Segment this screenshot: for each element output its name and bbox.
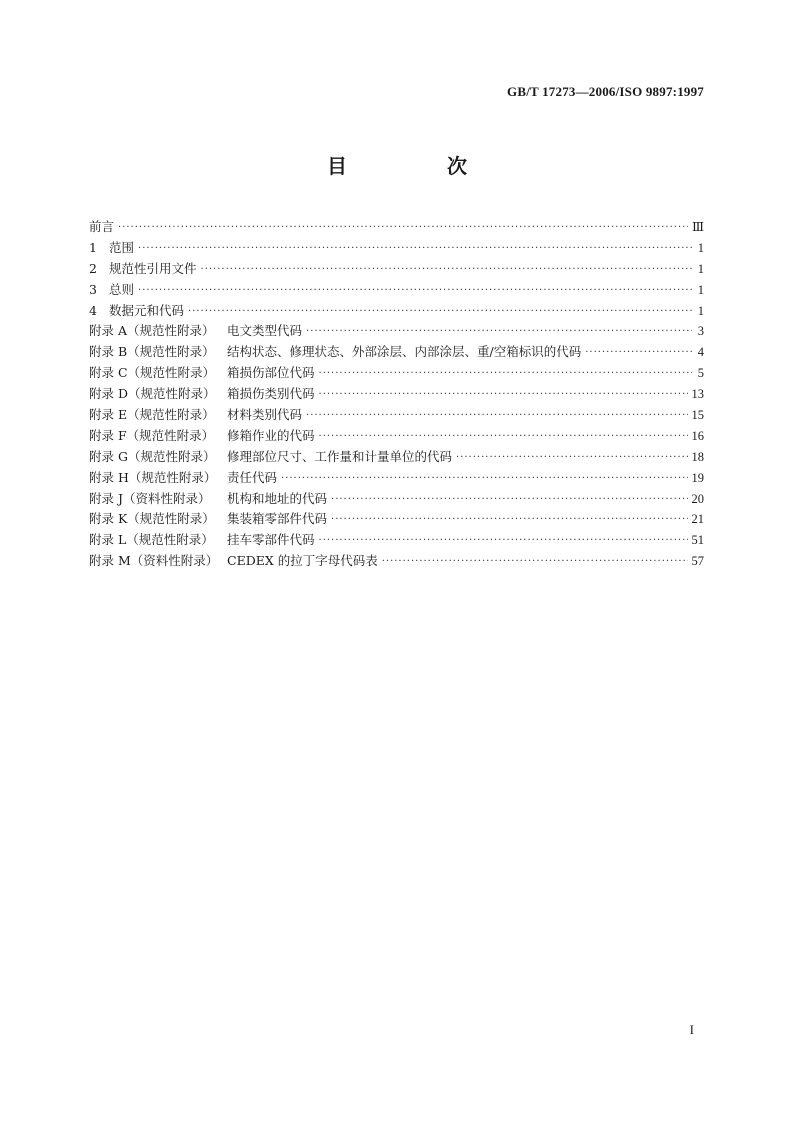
toc-entry-title: 数据元和代码 — [109, 302, 185, 318]
toc-entry-page: 3 — [697, 324, 704, 339]
toc-entry-title: 机构和地址的代码 — [227, 490, 328, 506]
toc-entry[interactable] — [89, 363, 704, 384]
toc-entry-page: 21 — [691, 512, 704, 527]
toc-entry[interactable] — [89, 342, 704, 363]
footer-page-number: I — [689, 1022, 694, 1037]
toc-entry-title: 挂车零部件代码 — [227, 532, 315, 548]
toc-entry-prefix: 前言 — [89, 219, 115, 234]
toc-entry-title: 箱损伤部位代码 — [227, 365, 315, 381]
toc-leader-dots — [319, 386, 688, 398]
toc-entry-title: 修理部位尺寸、工作量和计量单位的代码 — [227, 448, 453, 464]
toc-entry[interactable] — [89, 217, 704, 238]
toc-entry-prefix: 附录 M（资料性附录） — [89, 553, 219, 569]
toc-entry-title: 责任代码 — [227, 469, 278, 485]
toc-entry-page: 18 — [691, 449, 704, 464]
toc-entry-page: 1 — [697, 282, 704, 297]
toc-entry[interactable] — [89, 405, 704, 426]
toc-entry[interactable] — [89, 551, 704, 572]
toc-entry-title: 电文类型代码 — [227, 323, 303, 339]
toc-entry-title: 总则 — [109, 281, 135, 297]
toc-entry-title: 结构状态、修理状态、外部涂层、内部涂层、重/空箱标识的代码 — [227, 344, 582, 360]
toc-entry[interactable] — [89, 280, 704, 301]
toc-leader-dots — [585, 344, 692, 356]
toc-entry-prefix: 附录 K（规范性附录） — [89, 511, 215, 527]
toc-entry-prefix: 附录 F（规范性附录） — [89, 427, 215, 443]
toc-entry-prefix: 附录 L（规范性附录） — [89, 532, 214, 548]
toc-entry-prefix: 附录 H（规范性附录） — [89, 469, 217, 485]
toc-entry[interactable] — [89, 384, 704, 405]
toc-leader-dots — [319, 428, 688, 440]
toc-leader-dots — [201, 261, 692, 273]
toc-entry[interactable] — [89, 259, 704, 280]
toc-entry-page: 20 — [691, 491, 704, 506]
toc-leader-dots — [138, 240, 692, 252]
toc-entry-prefix: 附录 C（规范性附录） — [89, 365, 216, 381]
toc-entry-prefix: 附录 B（规范性附录） — [89, 344, 215, 360]
toc-leader-dots — [281, 470, 687, 482]
toc-entry-page: 13 — [691, 387, 704, 402]
toc-leader-dots — [319, 532, 688, 544]
toc-entry-page: 19 — [691, 470, 704, 485]
toc-entry-page: 51 — [691, 533, 704, 548]
toc-entry-page: 1 — [697, 261, 704, 276]
toc-entry-title: CEDEX 的拉丁字母代码表 — [227, 553, 378, 569]
toc-entry[interactable] — [89, 530, 704, 551]
toc-leader-dots — [138, 282, 692, 294]
toc-entry-prefix: 4 — [89, 302, 97, 318]
table-of-contents — [89, 217, 704, 572]
toc-entry[interactable] — [89, 447, 704, 468]
toc-entry-prefix: 1 — [89, 239, 97, 255]
toc-entry-prefix: 2 — [89, 260, 97, 276]
toc-leader-dots — [319, 365, 692, 377]
toc-entry[interactable] — [89, 321, 704, 342]
toc-leader-dots — [331, 511, 687, 523]
toc-leader-dots — [306, 407, 687, 419]
toc-entry[interactable] — [89, 426, 704, 447]
toc-entry-title: 材料类别代码 — [227, 407, 303, 423]
toc-entry-title: 规范性引用文件 — [109, 260, 197, 276]
toc-leader-dots — [306, 323, 692, 335]
toc-entry[interactable] — [89, 509, 704, 530]
toc-leader-dots — [382, 553, 688, 565]
toc-entry-page: 1 — [697, 240, 704, 255]
toc-entry[interactable] — [89, 301, 704, 322]
page-title: 目 次 — [327, 154, 507, 178]
toc-entry-page: 5 — [697, 366, 704, 381]
toc-leader-dots — [188, 303, 692, 315]
standard-code: GB/T 17273—2006/ISO 9897:1997 — [507, 84, 704, 99]
toc-entry-page: 1 — [697, 303, 704, 318]
toc-entry-title: 范围 — [109, 239, 135, 255]
toc-entry-page: 15 — [691, 408, 704, 423]
toc-entry-title: 箱损伤类别代码 — [227, 386, 315, 402]
toc-entry-prefix: 附录 E（规范性附录） — [89, 407, 215, 423]
toc-entry-page: Ⅲ — [691, 220, 704, 234]
toc-entry[interactable] — [89, 489, 704, 510]
toc-entry-prefix: 附录 D（规范性附录） — [89, 386, 216, 402]
toc-entry-page: 4 — [697, 345, 704, 360]
toc-entry-prefix: 附录 G（规范性附录） — [89, 448, 216, 464]
toc-entry-title: 修箱作业的代码 — [227, 427, 315, 443]
toc-entry-prefix: 3 — [89, 281, 97, 297]
toc-entry-prefix: 附录 J（资料性附录） — [89, 490, 211, 506]
toc-entry[interactable] — [89, 468, 704, 489]
toc-entry-prefix: 附录 A（规范性附录） — [89, 323, 215, 339]
toc-entry[interactable] — [89, 238, 704, 259]
toc-entry-title: 集装箱零部件代码 — [227, 511, 328, 527]
toc-entry-page: 57 — [691, 554, 704, 569]
toc-leader-dots — [331, 491, 687, 503]
toc-leader-dots — [118, 219, 688, 231]
toc-leader-dots — [456, 449, 687, 461]
toc-entry-page: 16 — [691, 428, 704, 443]
